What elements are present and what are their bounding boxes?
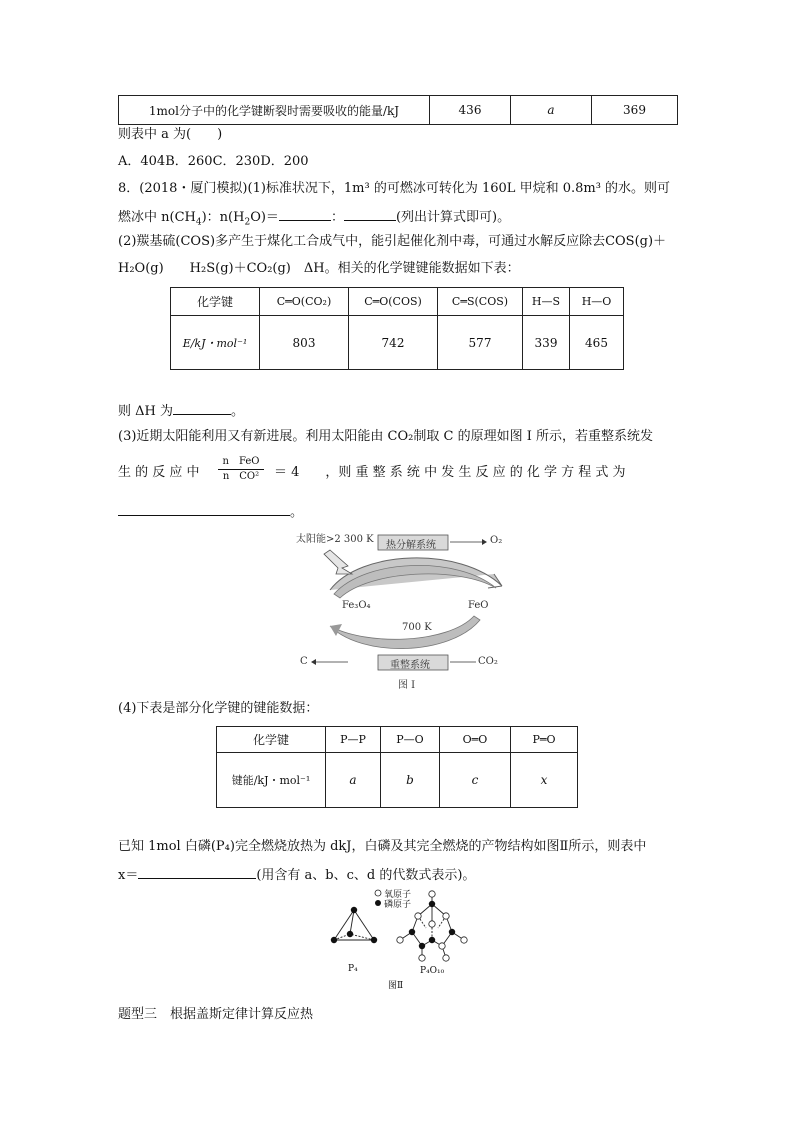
q8-part2-line1: (2)羰基硫(COS)多产生于煤化工合成气中，能引起催化剂中毒，可通过水解反应除去COS(g)＋	[118, 234, 667, 249]
bond-energy-table-top	[118, 95, 678, 125]
p4-label: P₄	[348, 964, 358, 974]
p-header-3: O═O	[440, 727, 511, 753]
answer-blank-2[interactable]	[344, 206, 396, 221]
cos-row-label: E/kJ・mol⁻¹	[171, 316, 260, 370]
feo-label: FeO	[468, 600, 489, 611]
answer-blank-3[interactable]	[173, 400, 231, 415]
co2-label: CO₂	[478, 656, 498, 667]
p4o10-label: P₄O₁₀	[420, 966, 445, 976]
p-row-label: 键能/kJ・mol⁻¹	[217, 753, 326, 808]
fraction: n FeO n CO²	[218, 455, 264, 484]
cos-header-1: C═O(CO₂)	[260, 288, 349, 316]
cos-header-3: C═S(COS)	[438, 288, 523, 316]
section-heading: 题型三 根据盖斯定律计算反应热	[118, 1007, 314, 1022]
p-value-2: b	[381, 753, 440, 808]
legend-phosphorus: 磷原子	[384, 900, 412, 910]
p-header-4: P═O	[511, 727, 578, 753]
o2-label: O₂	[490, 535, 503, 546]
q8-part4-line2: 已知 1mol 白磷(P₄)完全燃烧放热为 dkJ，白磷及其完全燃烧的产物结构如图Ⅱ所示，则表中	[118, 839, 647, 854]
cos-value-4: 339	[523, 316, 570, 370]
p-header-0: 化学键	[217, 727, 326, 753]
table-top-value-1: 436	[430, 96, 511, 125]
table-top-value-2: a	[511, 96, 592, 125]
table-top-label: 1mol分子中的化学键断裂时需要吸收的能量/kJ	[119, 96, 430, 125]
p4-molecule	[331, 907, 377, 943]
q8-part3-line1: (3)近期太阳能利用又有新进展。利用太阳能由 CO₂制取 C 的原理如图 I 所示，若重整系统发	[118, 429, 653, 444]
q8-part2-line2: H₂O(g) H₂S(g)＋CO₂(g) ΔH。相关的化学键键能数据如下表：	[118, 261, 520, 276]
q8-part1-line2: 燃冰中 $n(CH_4)$：$n(H_2O)=$ ： (列出计算式即可)。	[118, 206, 510, 232]
cos-value-5: 465	[570, 316, 624, 370]
q8-part4-line3: x＝ (用含有 a、b、c、d 的代数式表示)。	[118, 864, 475, 885]
p-header-1: P—P	[326, 727, 381, 753]
cos-header-2: C═O(COS)	[349, 288, 438, 316]
question-a-prompt: 则表中 a 为( )	[118, 127, 223, 142]
reforming-label: 重整系统	[390, 660, 430, 671]
figure-1-caption: 图 I	[398, 680, 416, 691]
p-value-1: a	[326, 753, 381, 808]
q8-part2-answer: 则 ΔH 为 。	[118, 400, 244, 421]
q8-part1-line1: 8．(2018・厦门模拟)(1)标准状况下，1m³ 的可燃冰可转化为 160L 甲烷和 0.8m³ 的水。则可	[118, 181, 671, 196]
p-value-3: c	[440, 753, 511, 808]
c-label: C	[300, 656, 308, 667]
cos-value-2: 742	[349, 316, 438, 370]
table-top-value-3: 369	[592, 96, 678, 125]
bond-energy-table-p	[216, 726, 578, 808]
temp-label: 700 K	[402, 622, 432, 633]
answer-blank-5[interactable]	[138, 864, 256, 879]
cos-value-1: 803	[260, 316, 349, 370]
answer-blank-4[interactable]	[118, 501, 290, 516]
cos-value-3: 577	[438, 316, 523, 370]
figure-2-caption: 图Ⅱ	[388, 981, 404, 991]
p-header-2: P—O	[381, 727, 440, 753]
cos-header-4: H—S	[523, 288, 570, 316]
bond-energy-table-cos	[170, 287, 624, 370]
q8-part4-line1: (4)下表是部分化学键的键能数据：	[118, 701, 319, 716]
question-options: A．404B．260C．230D．200	[118, 154, 309, 169]
q8-part3-line3: 。	[118, 501, 303, 522]
thermal-decomposition-label: 热分解系统	[386, 540, 436, 551]
figure-1	[290, 528, 520, 691]
sun-label: 太阳能>2 300 K	[296, 534, 374, 545]
cos-header-5: H—O	[570, 288, 624, 316]
fe3o4-label: Fe₃O₄	[342, 600, 371, 611]
cos-header-0: 化学键	[171, 288, 260, 316]
answer-blank-1[interactable]	[279, 206, 331, 221]
figure-2	[326, 888, 476, 990]
legend-oxygen: 氧原子	[384, 890, 412, 900]
p-value-4: x	[511, 753, 578, 808]
